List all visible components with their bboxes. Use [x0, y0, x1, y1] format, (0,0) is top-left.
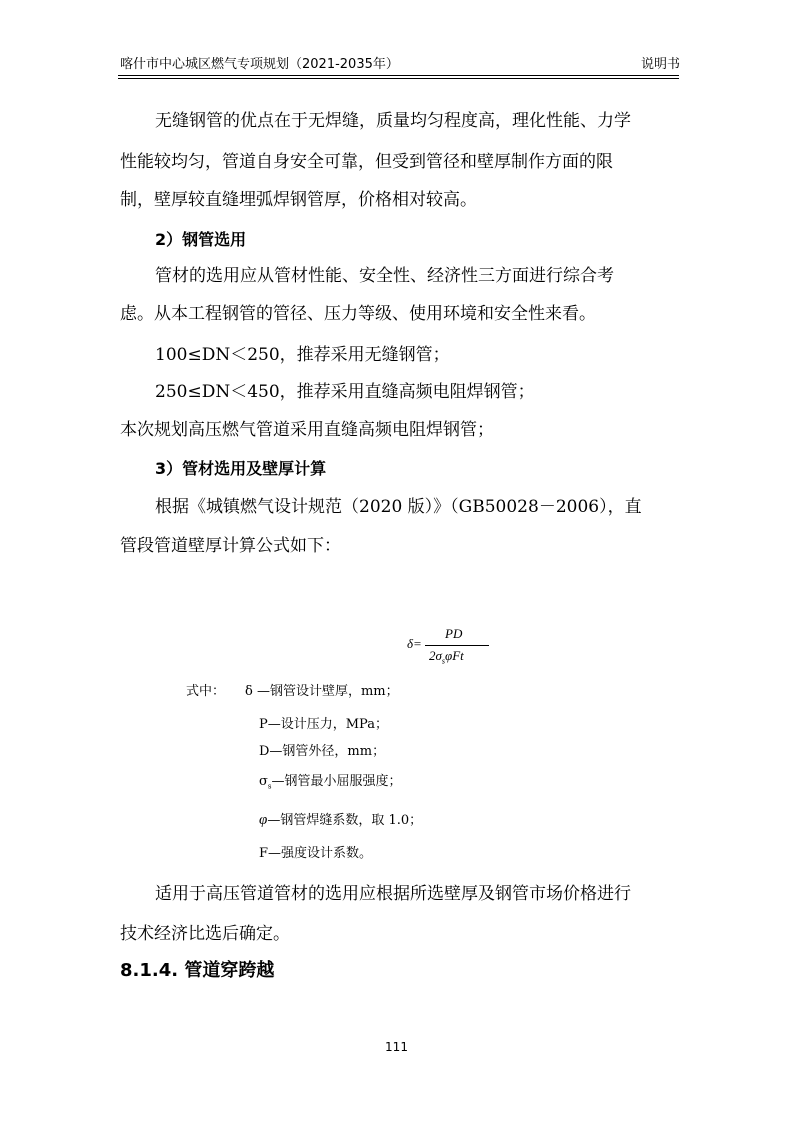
paragraph-line: 无缝钢管的优点在于无焊缝，质量均匀程度高，理化性能、力学 [155, 111, 631, 131]
paragraph-line: 管材的选用应从管材性能、安全性、经济性三方面进行综合考 [155, 266, 614, 286]
paragraph-line: 根据《城镇燃气设计规范（2020 版）》（GB50028－2006），直 [155, 497, 642, 517]
header-section: 说明书 [640, 57, 680, 72]
paragraph-line: 管段管道壁厚计算公式如下： [120, 536, 341, 556]
paragraph-line: 制，壁厚较直缝埋弧焊钢管厚，价格相对较高。 [120, 190, 477, 210]
page-number: 111 [385, 1040, 408, 1054]
subheading-steel-pipe-selection: 2）钢管选用 [155, 230, 247, 249]
variables-lead: 式中： [186, 684, 226, 699]
paragraph-line: 100≤DN＜250，推荐采用无缝钢管； [155, 345, 450, 365]
paragraph-line: 虑。从本工程钢管的管径、压力等级、使用环境和安全性来看。 [120, 304, 596, 324]
formula-numerator: PD [445, 626, 463, 641]
formula-lhs: δ= [407, 636, 422, 651]
fraction-bar [425, 645, 489, 646]
paragraph-line: 本次规划高压燃气管道采用直缝高频电阻焊钢管； [120, 420, 494, 440]
paragraph-line: 性能较均匀，管道自身安全可靠，但受到管径和壁厚制作方面的限 [120, 152, 613, 172]
paragraph-line: 技术经济比选后确定。 [120, 924, 290, 944]
formula-denominator: $2\sigma_s\varphi Ft$ [429, 648, 464, 666]
section-heading-pipe-crossing: 8.1.4. 管道穿跨越 [120, 960, 275, 981]
header-rule [118, 75, 679, 76]
variable-d: D—钢管外径，mm； [259, 744, 386, 759]
variable-phi: φ—钢管焊缝系数，取 1.0； [259, 812, 423, 828]
variable-f: F—强度设计系数。 [259, 846, 373, 861]
paragraph-line: 适用于高压管道管材的选用应根据所选壁厚及钢管市场价格进行 [155, 884, 631, 904]
subheading-wall-thickness: 3）管材选用及壁厚计算 [155, 459, 327, 478]
variable-sigma: $\sigma_s—$钢管最小屈服强度； [259, 774, 402, 791]
paragraph-line: 250≤DN＜450，推荐采用直缝高频电阻焊钢管； [155, 382, 535, 402]
variable-delta: δ —钢管设计壁厚，mm； [245, 684, 399, 699]
wall-thickness-formula [407, 626, 487, 666]
header-title: 喀什市中心城区燃气专项规划（2021-2035年） [120, 57, 399, 72]
header-rule-thin [118, 78, 679, 79]
variable-p: P—设计压力，MPa； [259, 717, 388, 732]
